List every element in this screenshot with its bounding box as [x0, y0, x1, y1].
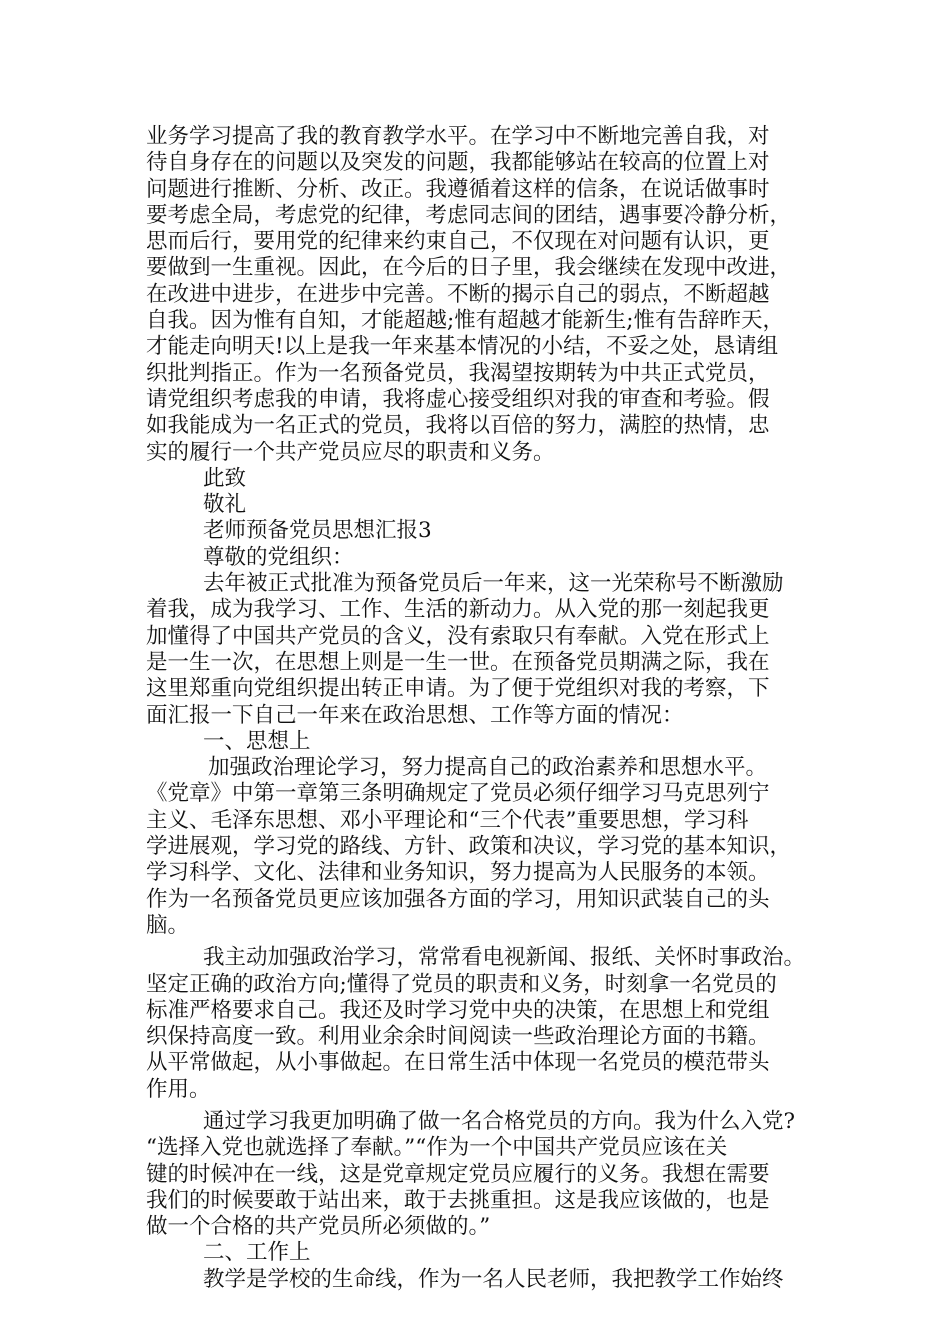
- text-line: 如我能成为一名正式的党员，我将以百倍的努力，满腔的热情，忠: [146, 413, 770, 439]
- document-body: [146, 124, 806, 1293]
- text-line: 织批判指正。作为一名预备党员，我渴望按期转为中共正式党员，: [146, 360, 770, 386]
- text-line: 脑。: [146, 912, 190, 938]
- text-line: 坚定正确的政治方向;懂得了党员的职责和义务，时刻拿一名党员的: [146, 971, 777, 997]
- text-line: 这里郑重向党组织提出转正申请。为了便于党组织对我的考察，下: [146, 676, 770, 702]
- text-line: 学进展观，学习党的路线、方针、政策和决议，学习党的基本知识，: [146, 834, 792, 860]
- text-line: 主义、毛泽东思想、邓小平理论和“三个代表”重要思想，学习科: [146, 807, 749, 833]
- text-line: 作为一名预备党员更应该加强各方面的学习，用知识武装自己的头: [146, 886, 770, 912]
- text-line: 思而后行，要用党的纪律来约束自己，不仅现在对问题有认识，更: [146, 229, 770, 255]
- text-line: 是一生一次，在思想上则是一生一世。在预备党员期满之际，我在: [146, 649, 770, 675]
- text-line: 业务学习提高了我的教育教学水平。在学习中不断地完善自我，对: [146, 124, 770, 149]
- text-line: 要考虑全局，考虑党的纪律，考虑同志间的团结，遇事要冷静分析，: [146, 202, 792, 228]
- text-line: 面汇报一下自己一年来在政治思想、工作等方面的情况：: [146, 702, 684, 728]
- text-line: 才能走向明天!以上是我一年来基本情况的小结，不妥之处，恳请组: [146, 334, 779, 360]
- text-line: “选择入党也就选择了奉献。”“作为一个中国共产党员应该在关: [146, 1135, 728, 1161]
- section-title: 老师预备党员思想汇报3: [203, 518, 432, 544]
- text-line: 去年被正式批准为预备党员后一年来，这一光荣称号不断激励: [203, 571, 784, 597]
- text-line: 做一个合格的共产党员所必须做的。”: [146, 1214, 491, 1240]
- greeting: 尊敬的党组织：: [203, 544, 354, 570]
- closing-regards: 敬礼: [203, 492, 247, 518]
- text-line: 从平常做起，从小事做起。在日常生活中体现一名党员的模范带头: [146, 1050, 770, 1076]
- text-line: 在改进中进步，在进步中完善。不断的揭示自己的弱点，不断超越: [146, 281, 770, 307]
- text-line: 通过学习我更加明确了做一名合格党员的方向。我为什么入党?: [203, 1108, 796, 1134]
- text-line: 《党章》中第一章第三条明确规定了党员必须仔细学习马克思列宁: [146, 781, 770, 807]
- text-line: 学习科学、文化、法律和业务知识，努力提高为人民服务的本领。: [146, 860, 770, 886]
- text-line: 键的时候冲在一线，这是党章规定党员应履行的义务。我想在需要: [146, 1161, 770, 1187]
- text-line: 我主动加强政治学习，常常看电视新闻、报纸、关怀时事政治。: [203, 945, 806, 971]
- text-line: 问题进行推断、分析、改正。我遵循着这样的信条，在说话做事时: [146, 176, 770, 202]
- closing-salutation: 此致: [203, 465, 247, 491]
- text-line: 要做到一生重视。因此，在今后的日子里，我会继续在发现中改进，: [146, 255, 792, 281]
- heading-work: 二、工作上: [203, 1240, 311, 1266]
- text-line: 作用。: [146, 1076, 211, 1102]
- text-line: 我们的时候要敢于站出来，敢于去挑重担。这是我应该做的，也是: [146, 1187, 770, 1213]
- text-line: 实的履行一个共产党员应尽的职责和义务。: [146, 439, 555, 465]
- text-line: 待自身存在的问题以及突发的问题，我都能够站在较高的位置上对: [146, 150, 770, 176]
- text-line: 加强政治理论学习，努力提高自己的政治素养和思想水平。: [208, 755, 768, 781]
- text-line: 织保持高度一致。利用业余余时间阅读一些政治理论方面的书籍。: [146, 1024, 770, 1050]
- text-line: 自我。因为惟有自知，才能超越;惟有超越才能新生;惟有告辞昨天，: [146, 308, 784, 334]
- text-line: 请党组织考虑我的申请，我将虚心接受组织对我的审查和考验。假: [146, 386, 770, 412]
- text-line: 着我，成为我学习、工作、生活的新动力。从入党的那一刻起我更: [146, 597, 770, 623]
- text-line: 教学是学校的生命线，作为一名人民老师，我把教学工作始终: [203, 1266, 784, 1292]
- heading-thought: 一、思想上: [203, 728, 311, 754]
- text-line: 标准严格要求自己。我还及时学习党中央的决策，在思想上和党组: [146, 997, 770, 1023]
- text-line: 加懂得了中国共产党员的含义，没有索取只有奉献。入党在形式上: [146, 623, 770, 649]
